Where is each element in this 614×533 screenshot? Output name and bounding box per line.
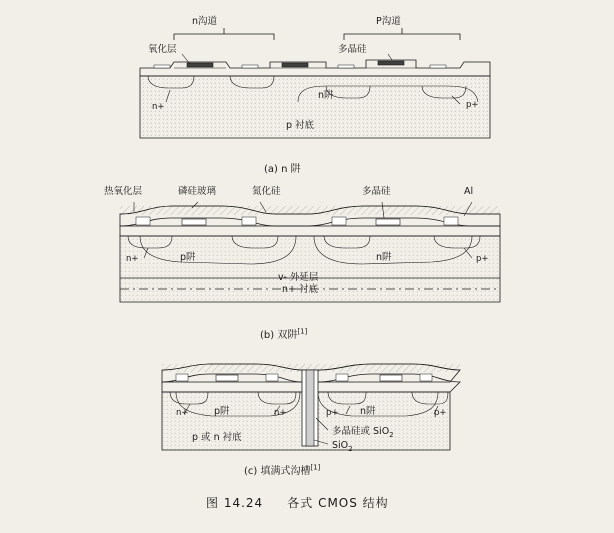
label-c-substrate: p 或 n 衬底: [192, 432, 242, 443]
label-c-sio2: SiO$_2$: [332, 440, 353, 453]
label-b-poly: 多晶硅: [362, 186, 391, 197]
label-b-nitride: 氮化硅: [252, 186, 281, 197]
label-b-thermal-oxide: 热氧化层: [104, 186, 143, 197]
panel-b: [100, 186, 520, 326]
label-a-nchannel: n沟道: [192, 16, 218, 27]
label-b-psg: 磷硅玻璃: [178, 186, 217, 197]
panel-c: [150, 356, 480, 466]
label-c-fill: 多晶硅或 SiO$_2$: [332, 426, 394, 439]
label-c-nplus-left: n+: [176, 408, 189, 418]
caption-b-ref: [1]: [297, 327, 308, 336]
label-b-pplus: p+: [476, 254, 489, 264]
label-a-poly: 多晶硅: [338, 44, 367, 55]
label-b-nplus: n+: [126, 254, 139, 264]
caption-a: (a) n 阱: [264, 164, 301, 175]
label-c-pplus-right: p+: [434, 408, 447, 418]
label-a-oxide: 氧化层: [148, 44, 177, 55]
label-b-nwell: n阱: [376, 252, 392, 263]
label-a-pplus: p+: [466, 100, 479, 110]
label-c-pwell: p阱: [214, 406, 230, 417]
figure-caption: [206, 494, 389, 511]
figure-title: 各式 CMOS 结构: [287, 496, 389, 510]
label-c-pplus-mid: p+: [326, 408, 339, 418]
figure-number: 图 14.24: [206, 496, 264, 510]
label-a-psub: p 衬底: [286, 120, 315, 131]
panel-a-drawing: [130, 10, 500, 160]
caption-c: (c) 填满式沟槽[1]: [244, 463, 321, 477]
panel-a: [130, 10, 500, 160]
label-a-pchannel: P沟道: [376, 16, 401, 27]
label-b-al: Al: [464, 186, 474, 197]
panel-b-drawing: [100, 186, 520, 326]
caption-c-ref: [1]: [310, 463, 321, 472]
label-a-nplus: n+: [152, 102, 165, 112]
label-b-epi: v- 外延层: [278, 272, 319, 283]
label-b-nsub: n+ 衬底: [282, 284, 319, 295]
panel-c-drawing: [150, 356, 480, 466]
caption-b: (b) 双阱[1]: [260, 327, 308, 341]
label-a-nwell: n阱: [318, 90, 334, 101]
label-b-pwell: p阱: [180, 252, 196, 263]
label-c-nwell: n阱: [360, 406, 376, 417]
label-c-nplus-mid: n+: [274, 408, 287, 418]
